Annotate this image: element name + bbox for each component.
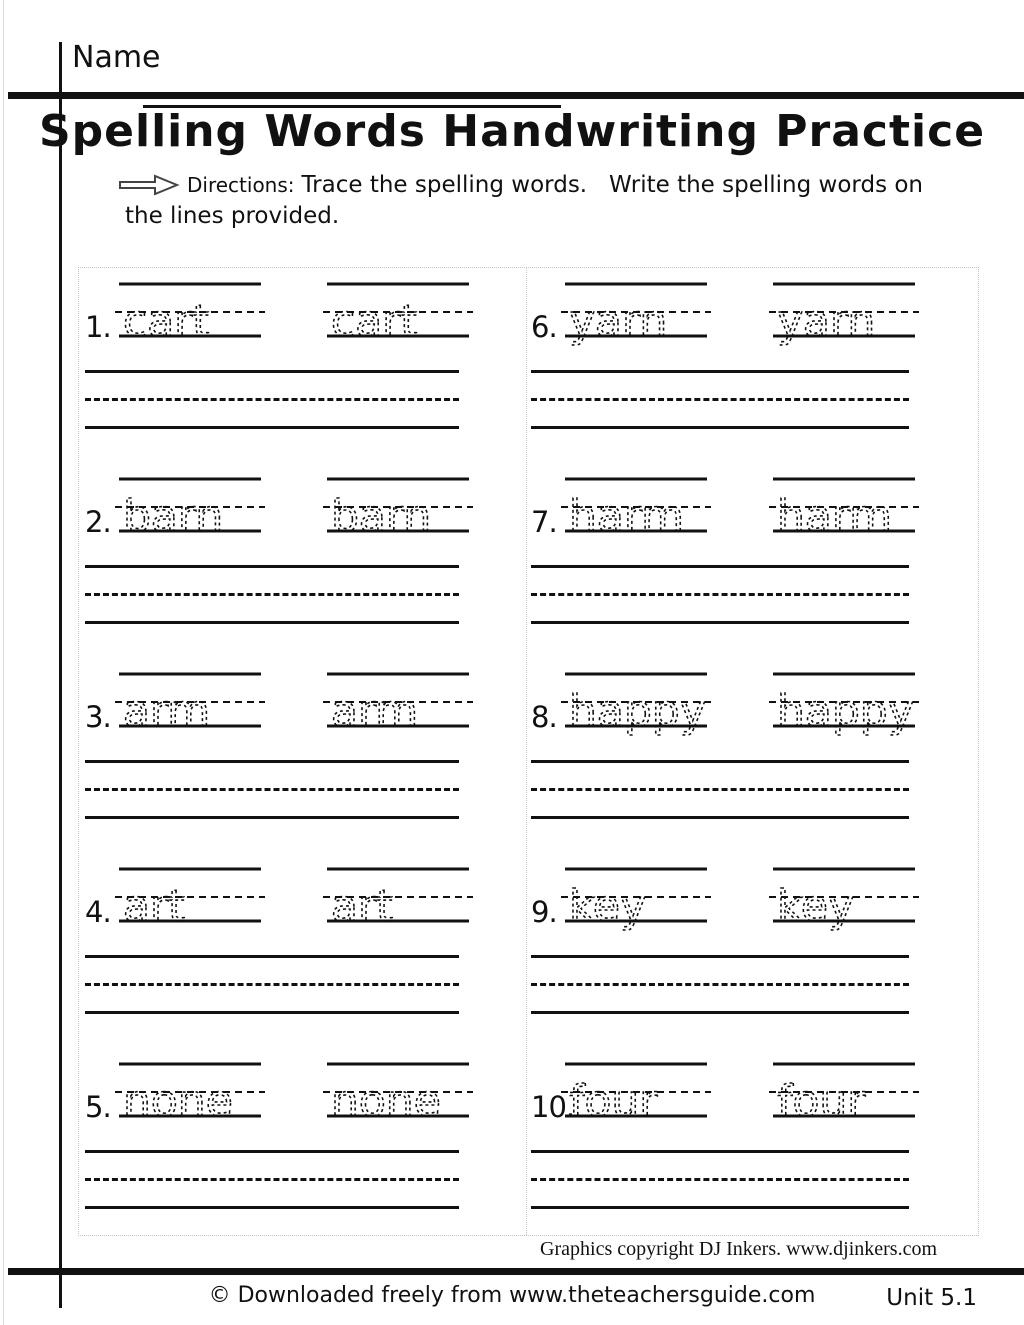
write-line-solid — [531, 1206, 909, 1209]
right-arrow-shape — [120, 176, 177, 194]
trace-word-text: cart — [123, 296, 210, 347]
trace-word-svg — [115, 1054, 265, 1140]
item-number: 2. — [85, 505, 111, 539]
spelling-item-3 — [85, 664, 459, 818]
writing-lines — [531, 1150, 909, 1208]
trace-word-svg — [769, 469, 919, 555]
left-column — [85, 274, 459, 1249]
write-line-solid — [85, 760, 459, 763]
directions-line1 — [118, 172, 924, 198]
item-number: 5. — [85, 1090, 111, 1124]
write-line-dashed — [85, 1178, 459, 1181]
writing-lines — [85, 955, 459, 1013]
trace-word-svg — [561, 469, 711, 555]
write-line-solid — [85, 1206, 459, 1209]
write-line-solid — [85, 955, 459, 958]
trace-word-svg — [769, 859, 919, 945]
graphics-credit: Graphics copyright DJ Inkers. www.djinkers.com — [540, 1238, 937, 1260]
write-line-dashed — [85, 398, 459, 401]
trace-row — [85, 859, 459, 945]
name-label: Name — [72, 40, 161, 75]
item-number: 10. — [531, 1090, 575, 1124]
trace-word-svg — [561, 1054, 711, 1140]
directions-arrow-icon — [118, 174, 180, 196]
trace-word-text: yarn — [777, 296, 876, 347]
writing-lines — [85, 1150, 459, 1208]
write-line-solid — [85, 1150, 459, 1153]
writing-lines — [531, 565, 909, 623]
download-credit: © Downloaded freely from www.theteachersguide.com — [208, 1283, 816, 1308]
trace-word-svg — [561, 664, 711, 750]
trace-word-text: key — [777, 881, 855, 932]
write-line-dashed — [85, 593, 459, 596]
name-row — [72, 40, 161, 75]
item-number: 7. — [531, 505, 557, 539]
writing-lines — [85, 760, 459, 818]
spelling-item-2 — [85, 469, 459, 623]
spelling-item-1 — [85, 274, 459, 428]
writing-lines — [85, 370, 459, 428]
margin-vertical-line — [59, 42, 62, 1308]
write-line-solid — [85, 621, 459, 624]
trace-word-text: none — [123, 1076, 233, 1127]
spelling-item-9 — [531, 859, 909, 1013]
trace-word-svg — [323, 664, 473, 750]
write-line-solid — [531, 370, 909, 373]
trace-word-text: key — [569, 881, 647, 932]
trace-row — [85, 664, 459, 750]
scan-edge-line — [3, 0, 4, 1325]
write-line-dashed — [85, 788, 459, 791]
trace-row — [531, 1054, 909, 1140]
directions-label: Directions: — [187, 173, 295, 197]
trace-word-svg — [115, 469, 265, 555]
trace-word-svg — [115, 274, 265, 360]
item-number: 9. — [531, 895, 557, 929]
write-line-dashed — [531, 593, 909, 596]
write-line-solid — [85, 370, 459, 373]
practice-area — [78, 267, 979, 1236]
write-line-dashed — [531, 788, 909, 791]
write-line-dashed — [531, 983, 909, 986]
trace-row — [85, 274, 459, 360]
writing-lines — [531, 760, 909, 818]
write-line-solid — [531, 1011, 909, 1014]
spelling-item-8 — [531, 664, 914, 818]
writing-lines — [531, 955, 909, 1013]
header-rule — [8, 92, 1024, 99]
directions-line2: the lines provided. — [125, 203, 340, 229]
write-line-solid — [531, 426, 909, 429]
item-number: 8. — [531, 700, 557, 734]
trace-word-text: barn — [331, 491, 432, 542]
write-line-solid — [531, 565, 909, 568]
write-line-solid — [85, 565, 459, 568]
write-line-dashed — [531, 1178, 909, 1181]
write-line-solid — [85, 426, 459, 429]
trace-word-svg — [561, 274, 711, 360]
trace-word-svg — [561, 859, 711, 945]
trace-word-text: four — [569, 1076, 658, 1127]
trace-word-text: harm — [569, 491, 685, 542]
trace-word-text: happy — [569, 686, 706, 737]
trace-row — [531, 664, 914, 750]
trace-row — [531, 274, 909, 360]
trace-word-svg — [323, 274, 473, 360]
write-line-dashed — [85, 983, 459, 986]
unit-label: Unit 5.1 — [886, 1285, 977, 1311]
spelling-item-4 — [85, 859, 459, 1013]
write-line-solid — [531, 816, 909, 819]
trace-word-text: harm — [777, 491, 893, 542]
write-line-solid — [531, 1150, 909, 1153]
trace-word-text: happy — [777, 686, 914, 737]
spelling-item-10 — [531, 1054, 909, 1208]
footer-rule — [8, 1268, 1024, 1275]
column-divider — [526, 268, 527, 1235]
spelling-item-7 — [531, 469, 909, 623]
trace-word-text: cart — [331, 296, 418, 347]
directions-block — [118, 172, 924, 229]
trace-word-text: yarn — [569, 296, 668, 347]
spelling-item-6 — [531, 274, 909, 428]
trace-row — [531, 859, 909, 945]
item-number: 3. — [85, 700, 111, 734]
trace-row — [85, 469, 459, 555]
right-column — [531, 274, 914, 1249]
item-number: 1. — [85, 310, 111, 344]
trace-word-svg — [323, 859, 473, 945]
trace-word-text: arm — [331, 686, 419, 737]
trace-row — [85, 1054, 459, 1140]
directions-text: Trace the spelling words. Write the spelling words on — [301, 172, 924, 198]
trace-word-svg — [769, 664, 919, 750]
spelling-item-5 — [85, 1054, 459, 1208]
trace-word-svg — [323, 469, 473, 555]
write-line-solid — [531, 621, 909, 624]
trace-word-text: none — [331, 1076, 441, 1127]
trace-word-svg — [769, 274, 919, 360]
trace-word-text: arm — [123, 686, 211, 737]
item-number: 6. — [531, 310, 557, 344]
write-line-solid — [531, 955, 909, 958]
trace-word-text: art — [331, 881, 394, 932]
trace-word-svg — [115, 664, 265, 750]
trace-word-text: four — [777, 1076, 866, 1127]
trace-word-svg — [769, 1054, 919, 1140]
write-line-solid — [531, 760, 909, 763]
item-number: 4. — [85, 895, 111, 929]
trace-word-text: art — [123, 881, 186, 932]
write-line-solid — [85, 1011, 459, 1014]
write-line-solid — [85, 816, 459, 819]
page-title: Spelling Words Handwriting Practice — [38, 106, 986, 157]
trace-row — [531, 469, 909, 555]
trace-word-text: barn — [123, 491, 224, 542]
trace-word-svg — [115, 859, 265, 945]
write-line-dashed — [531, 398, 909, 401]
writing-lines — [531, 370, 909, 428]
writing-lines — [85, 565, 459, 623]
trace-word-svg — [323, 1054, 473, 1140]
